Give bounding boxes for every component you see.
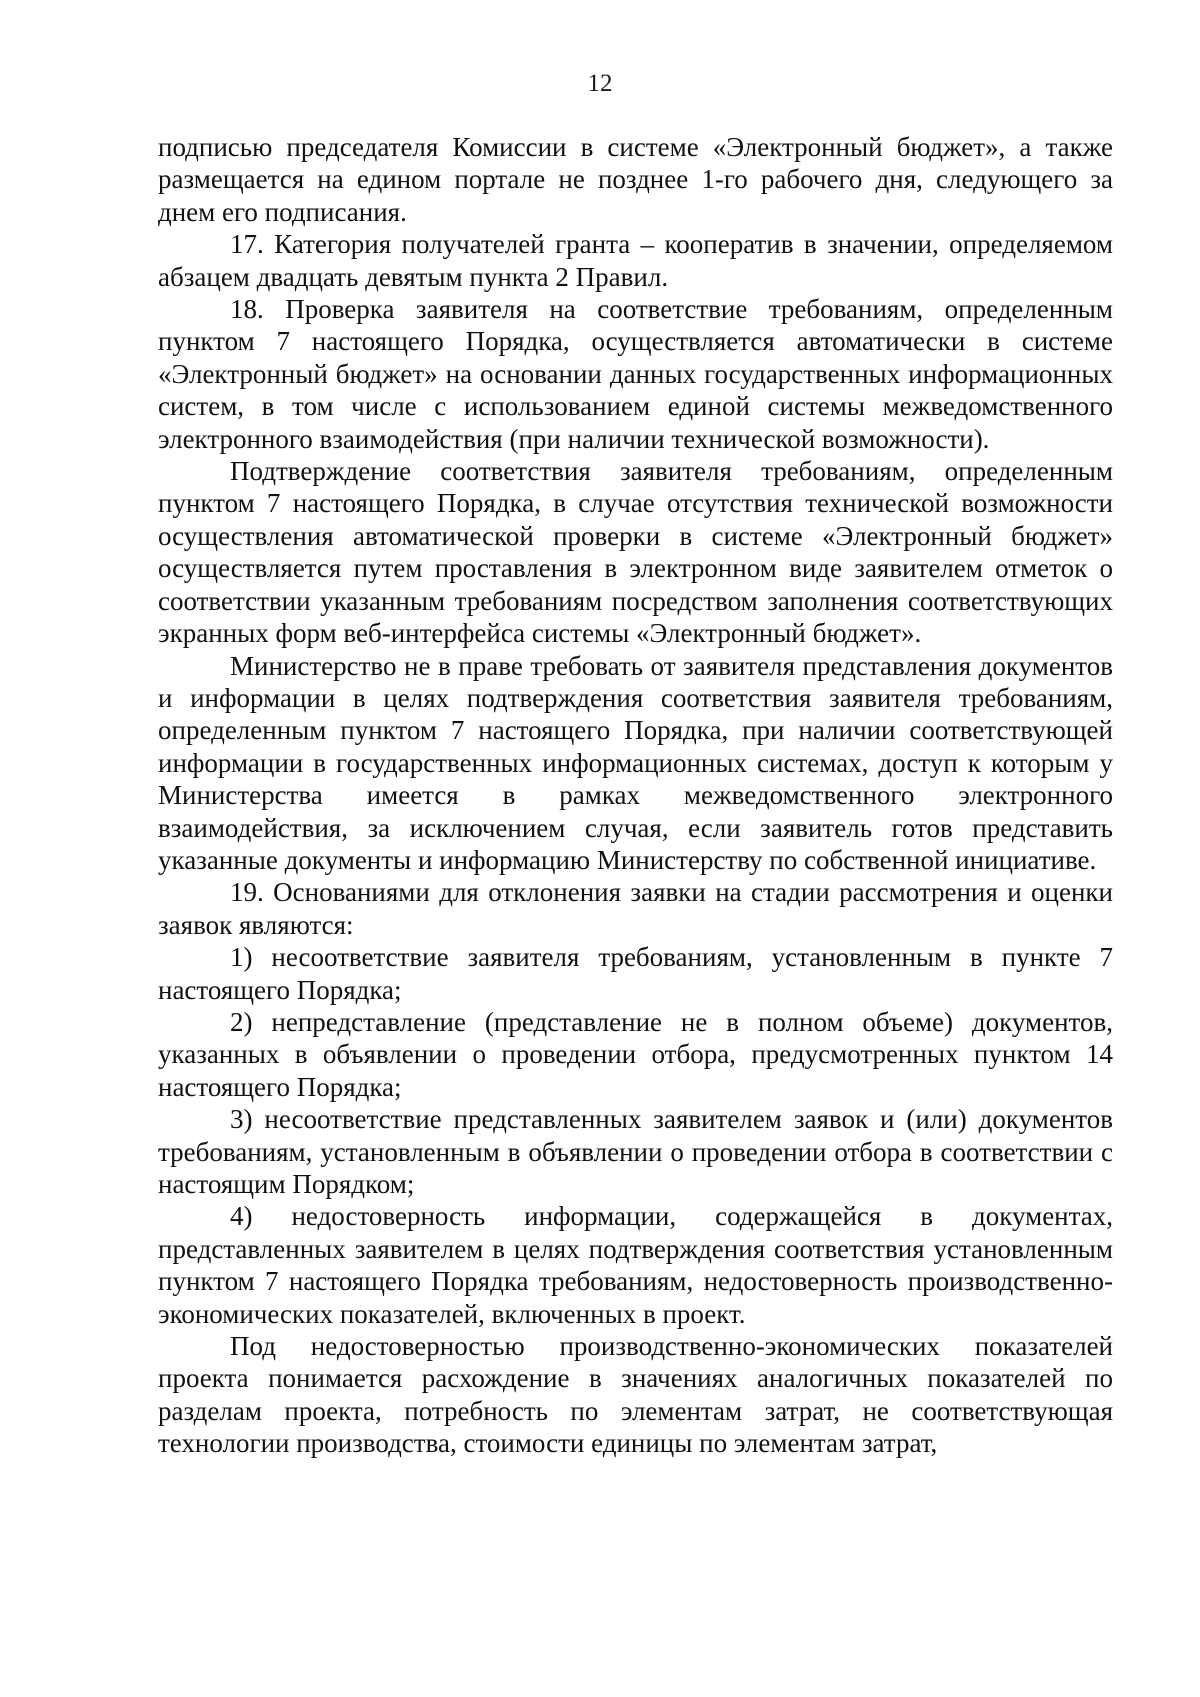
paragraph-definition: Под недостоверностью производственно-экономических показателей проекта понимается расхождение в значениях аналогичных показателей по разделам проекта, потребность по элементам затрат, не соответствующая технологии производства, стоимости единицы по элементам затрат, bbox=[158, 1331, 1113, 1459]
page-number: 12 bbox=[587, 70, 613, 97]
list-item-1: 1) несоответствие заявителя требованиям, установленным в пункте 7 настоящего Порядка; bbox=[158, 942, 1113, 1005]
paragraph-item-17: 17. Категория получателей гранта – кооператив в значении, определяемом абзацем двадцать девятым пункта 2 Правил. bbox=[158, 229, 1113, 292]
paragraph-confirmation: Подтверждение соответствия заявителя требованиям, определенным пунктом 7 настоящего Порядка, в случае отсутствия технической возможности осуществления автоматической проверки в системе «Электронный бюджет» осуществляется путем проставления в электронном виде заявителем отметок о соответствии указанным требованиям посредством заполнения соответствующих экранных форм веб-интерфейса системы «Электронный бюджет». bbox=[158, 456, 1113, 649]
document-body bbox=[158, 131, 1113, 1460]
list-item-2: 2) непредставление (представление не в полном объеме) документов, указанных в объявлении о проведении отбора, предусмотренных пунктом 14 настоящего Порядка; bbox=[158, 1006, 1113, 1102]
paragraph-item-19: 19. Основаниями для отклонения заявки на стадии рассмотрения и оценки заявок являются: bbox=[158, 877, 1113, 940]
paragraph-continuation: подписью председателя Комиссии в системе «Электронный бюджет», а также размещается на едином портале не позднее 1-го рабочего дня, следующего за днем его подписания. bbox=[158, 132, 1113, 227]
paragraph-item-18: 18. Проверка заявителя на соответствие требованиям, определенным пунктом 7 настоящего Порядка, осуществляется автоматически в системе «Электронный бюджет» на основании данных государственных информационных систем, в том числе с использованием единой системы межведомственного электронного взаимодействия (при наличии технической возможности). bbox=[158, 294, 1113, 454]
list-item-4: 4) недостоверность информации, содержащейся в документах, представленных заявителем в целях подтверждения соответствия установленным пунктом 7 настоящего Порядка требованиям, недостоверность производственно-экономических показателей, включенных в проект. bbox=[158, 1201, 1113, 1329]
list-item-3: 3) несоответствие представленных заявителем заявок и (или) документов требованиям, установленным в объявлении о проведении отбора в соответствии с настоящим Порядком; bbox=[158, 1104, 1113, 1199]
paragraph-ministry: Министерство не в праве требовать от заявителя представления документов и информации в целях подтверждения соответствия заявителя требованиям, определенным пунктом 7 настоящего Порядка, при наличии соответствующей информации в государственных информационных системах, доступ к которым у Министерства имеется в рамках межведомственного электронного взаимодействия, за исключением случая, если заявитель готов представить указанные документы и информацию Министерству по собственной инициативе. bbox=[158, 650, 1113, 875]
